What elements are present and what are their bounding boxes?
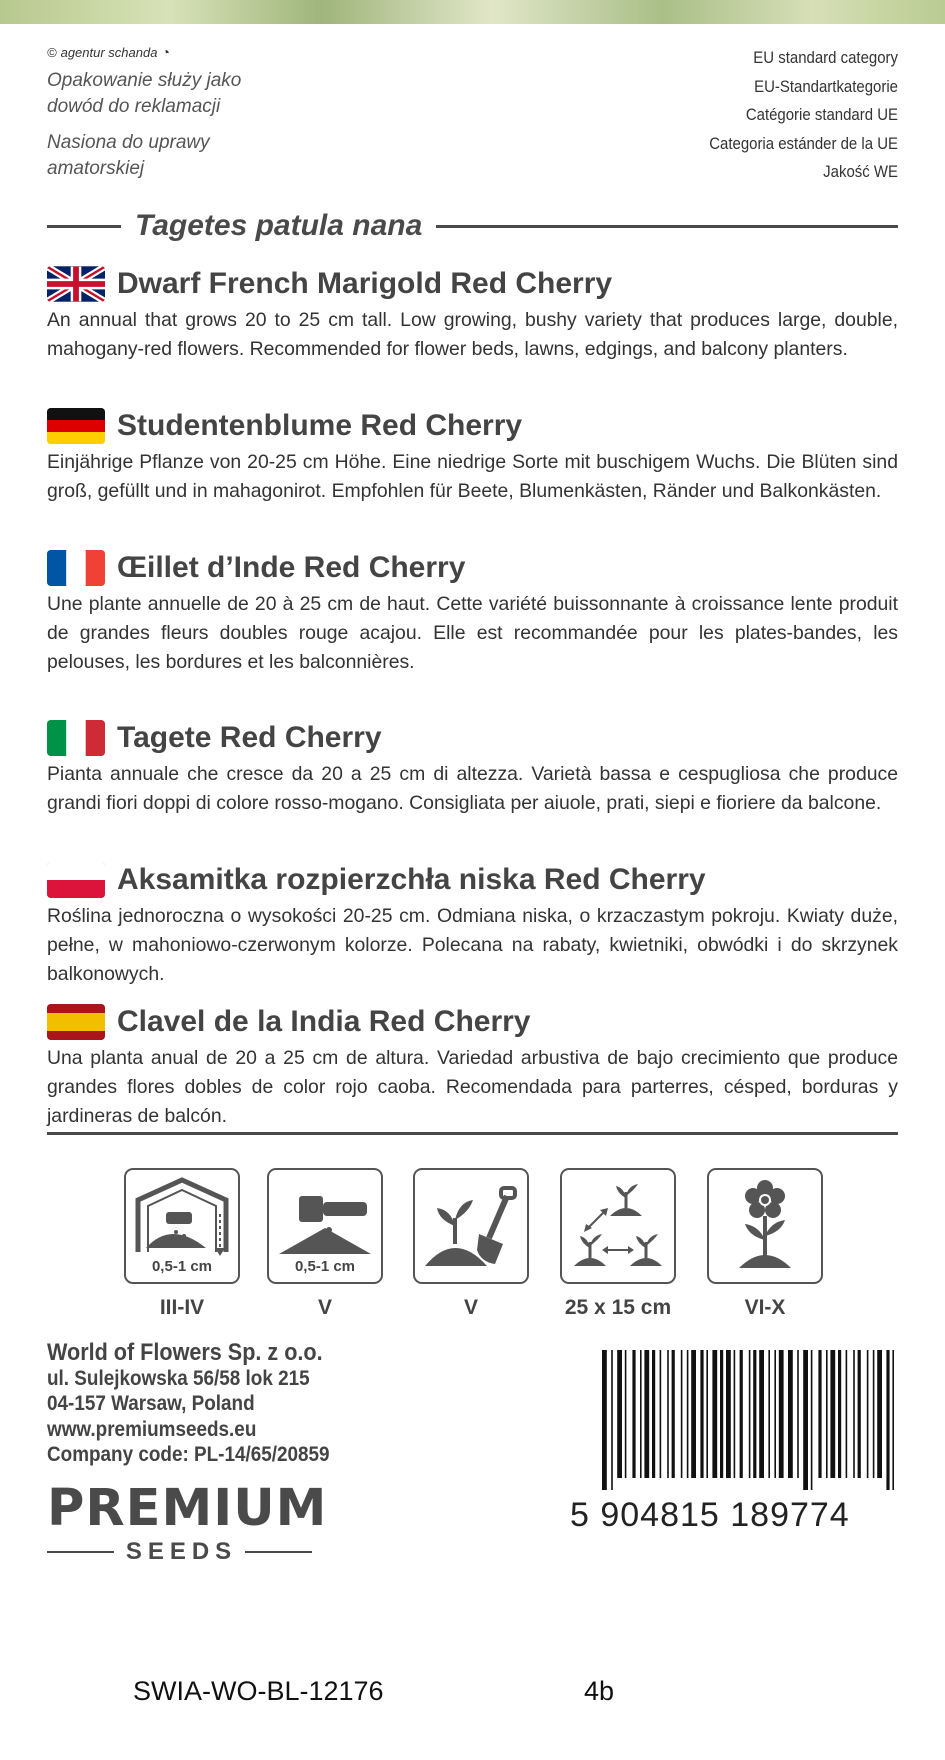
section-pl <box>47 860 898 989</box>
barcode-bar <box>602 1350 607 1490</box>
barcode-bar <box>691 1350 696 1478</box>
barcode-bar <box>886 1350 889 1490</box>
premium-seeds-logo <box>47 1479 328 1566</box>
eu-category-fr: Catégorie standard UE <box>745 105 898 124</box>
france-flag-icon <box>47 550 105 586</box>
planting-seedlings-icon <box>413 1168 529 1284</box>
icon-caption: V <box>317 1296 332 1319</box>
header-right <box>558 44 898 187</box>
amateur-note-line-1: Nasiona do uprawy <box>47 132 210 153</box>
complaint-note-line-2: dowód do reklamacji <box>47 96 221 117</box>
company-city: 04-157 Warsaw, Poland <box>47 1392 255 1415</box>
barcode-bar <box>617 1350 622 1478</box>
greenhouse-sowing-icon <box>124 1168 240 1284</box>
barcode-bar <box>672 1350 675 1478</box>
section-description: Une plante annuelle de 20 à 25 cm de haut. Cette variété buissonnante à croissance lente produit de grandes fleurs doubles rouge acajou. Elle est recommandée pour les plates-bandes, les pelouses, les bordures et les balconnières. <box>47 593 898 673</box>
barcode-bar <box>779 1350 784 1478</box>
copyright-line <box>47 44 377 60</box>
copyright-icon: © <box>47 44 57 60</box>
company-website: www.premiumseeds.eu <box>47 1417 257 1441</box>
section-divider <box>47 1132 898 1135</box>
section-description: An annual that grows 20 to 25 cm tall. Low growing, bushy variety that produces large, double, mahogany-red flowers. Recommended for flower beds, lawns, edgings, and balcony planters. <box>47 309 898 360</box>
barcode-bar <box>803 1350 808 1490</box>
barcode-digits: 5 904815 189774 <box>570 1496 850 1534</box>
italy-flag-icon <box>47 720 105 756</box>
icon-caption: III-IV <box>159 1296 205 1319</box>
top-photo-strip <box>0 0 945 24</box>
logo-rule-right <box>245 1551 312 1553</box>
barcode-bar <box>877 1350 882 1478</box>
barcode-bar <box>712 1350 717 1478</box>
sowing-depth-label: 0,5-1 cm <box>151 1258 213 1275</box>
barcode-bar <box>734 1350 736 1478</box>
barcode-bar <box>788 1350 793 1478</box>
eu-category-en: EU standard category <box>753 48 898 67</box>
barcode-bar <box>753 1350 756 1478</box>
barcode-bar <box>632 1350 635 1478</box>
barcode-bar <box>858 1350 861 1478</box>
latin-rule-left <box>47 225 121 228</box>
section-title: Aksamitka rozpierzchła niska Red Cherry <box>117 863 706 896</box>
amateur-note-line-2: amatorskiej <box>47 158 145 179</box>
eu-category-pl: Jakość WE <box>823 162 898 181</box>
barcode-bar <box>726 1350 731 1478</box>
barcode-bar <box>873 1350 875 1478</box>
copyright-text: agentur schanda <box>60 44 158 60</box>
logo-rule-left <box>47 1551 114 1553</box>
section-es <box>47 1002 898 1131</box>
barcode-bar <box>640 1350 642 1478</box>
barcode-bar <box>892 1350 894 1490</box>
eu-category-es: Categoria estánder de la UE <box>709 133 898 153</box>
company-street: ul. Sulejkowska 56/58 lok 215 <box>47 1366 310 1390</box>
logo-seeds: SEEDS <box>125 1538 238 1565</box>
section-en <box>47 264 898 364</box>
barcode-bar <box>826 1350 828 1478</box>
barcode-bar <box>774 1350 776 1478</box>
barcode-bar <box>759 1350 764 1478</box>
section-de <box>47 406 898 506</box>
barcode-bar <box>853 1350 855 1478</box>
barcode-bar <box>768 1350 770 1478</box>
barcode-bar <box>846 1350 848 1478</box>
barcode-bar <box>687 1350 689 1478</box>
icon-caption: VI-X <box>744 1296 786 1319</box>
section-description: Roślina jednoroczna o wysokości 20-25 cm. Odmiana niska, o krzaczastym pokroju. Kwiaty duże, pełne, w mahoniowo-czerwonym kolorze. Polecana na rabaty, kwietniki, obwódki i do skrzynek balkonowych. <box>47 905 898 985</box>
product-code: SWIA-WO-BL-12176 <box>133 1676 384 1706</box>
sowing-depth-label: 0,5-1 cm <box>294 1258 356 1275</box>
spain-flag-icon <box>47 1004 105 1040</box>
barcode-bar <box>644 1350 649 1478</box>
header-left <box>47 44 377 182</box>
complaint-note-line-1: Opakowanie służy jako <box>47 70 242 91</box>
eu-category-de: EU-Standartkategorie <box>754 76 898 96</box>
barcode-bar <box>797 1350 799 1478</box>
icon-caption: V <box>463 1296 478 1319</box>
barcode-bar <box>625 1350 627 1478</box>
icon-caption: 25 x 15 cm <box>564 1296 672 1319</box>
section-title: Œillet d’Inde Red Cherry <box>117 551 466 584</box>
section-description: Einjährige Pflanze von 20-25 cm Höhe. Eine niedrige Sorte mit buschigem Wuchs. Die Blüten sind groß, gefüllt und in mahagonirot. Empfohlen für Beete, Blumenkästen, Ränder und Balkonkästen. <box>47 451 898 502</box>
section-it <box>47 718 898 818</box>
barcode-bar <box>660 1350 662 1478</box>
section-title: Clavel de la India Red Cherry <box>117 1005 531 1038</box>
barcode-bar <box>811 1350 813 1490</box>
barcode-bar <box>749 1350 751 1478</box>
barcode-bar <box>818 1350 821 1478</box>
section-title: Studentenblume Red Cherry <box>117 409 523 442</box>
barcode-bar <box>740 1350 743 1478</box>
latin-name: Tagetes patula nana <box>135 209 423 242</box>
barcode-bar <box>830 1350 835 1478</box>
section-description: Una planta anual de 20 a 25 cm de altura. Variedad arbustiva de bajo crecimiento que produce grandes flores dobles de color rojo caoba. Recomendada para parterres, césped, borduras y jardineras de balcón. <box>47 1047 898 1127</box>
print-number: 4b <box>584 1676 615 1706</box>
section-title: Dwarf French Marigold Red Cherry <box>117 267 613 300</box>
agency-logo-icon: ◔ <box>161 44 170 60</box>
germany-flag-icon <box>47 408 105 444</box>
company-info <box>47 1340 467 1468</box>
barcode-bar <box>706 1350 708 1478</box>
poland-flag-icon <box>47 862 105 898</box>
section-description: Pianta annuale che cresce da 20 a 25 cm di altezza. Varietà bassa e cespugliosa che produce grandi fiori doppi di colore rosso-mogano. Consigliata per aiuole, prati, siepi e fioriere da balcone. <box>47 763 898 814</box>
barcode <box>600 1350 898 1490</box>
barcode-bar <box>652 1350 655 1478</box>
latin-rule-right <box>436 225 898 228</box>
company-code: Company code: PL-14/65/20859 <box>47 1443 330 1466</box>
section-fr <box>47 548 898 677</box>
barcode-bar <box>611 1350 613 1490</box>
uk-flag-icon <box>47 266 105 302</box>
latin-name-row <box>47 206 898 246</box>
barcode-bar <box>838 1350 841 1478</box>
company-name: World of Flowers Sp. z o.o. <box>47 1339 323 1366</box>
logo-premium: PREMIUM <box>47 1479 328 1538</box>
barcode-bar <box>700 1350 703 1478</box>
barcode-bar <box>667 1350 669 1478</box>
section-title: Tagete Red Cherry <box>117 721 382 754</box>
plant-spacing-icon <box>560 1168 676 1284</box>
outdoor-sowing-icon <box>267 1168 383 1284</box>
barcode-bar <box>867 1350 869 1478</box>
barcode-bar <box>681 1350 683 1478</box>
barcode-bar <box>720 1350 723 1478</box>
flowering-icon <box>707 1168 823 1284</box>
